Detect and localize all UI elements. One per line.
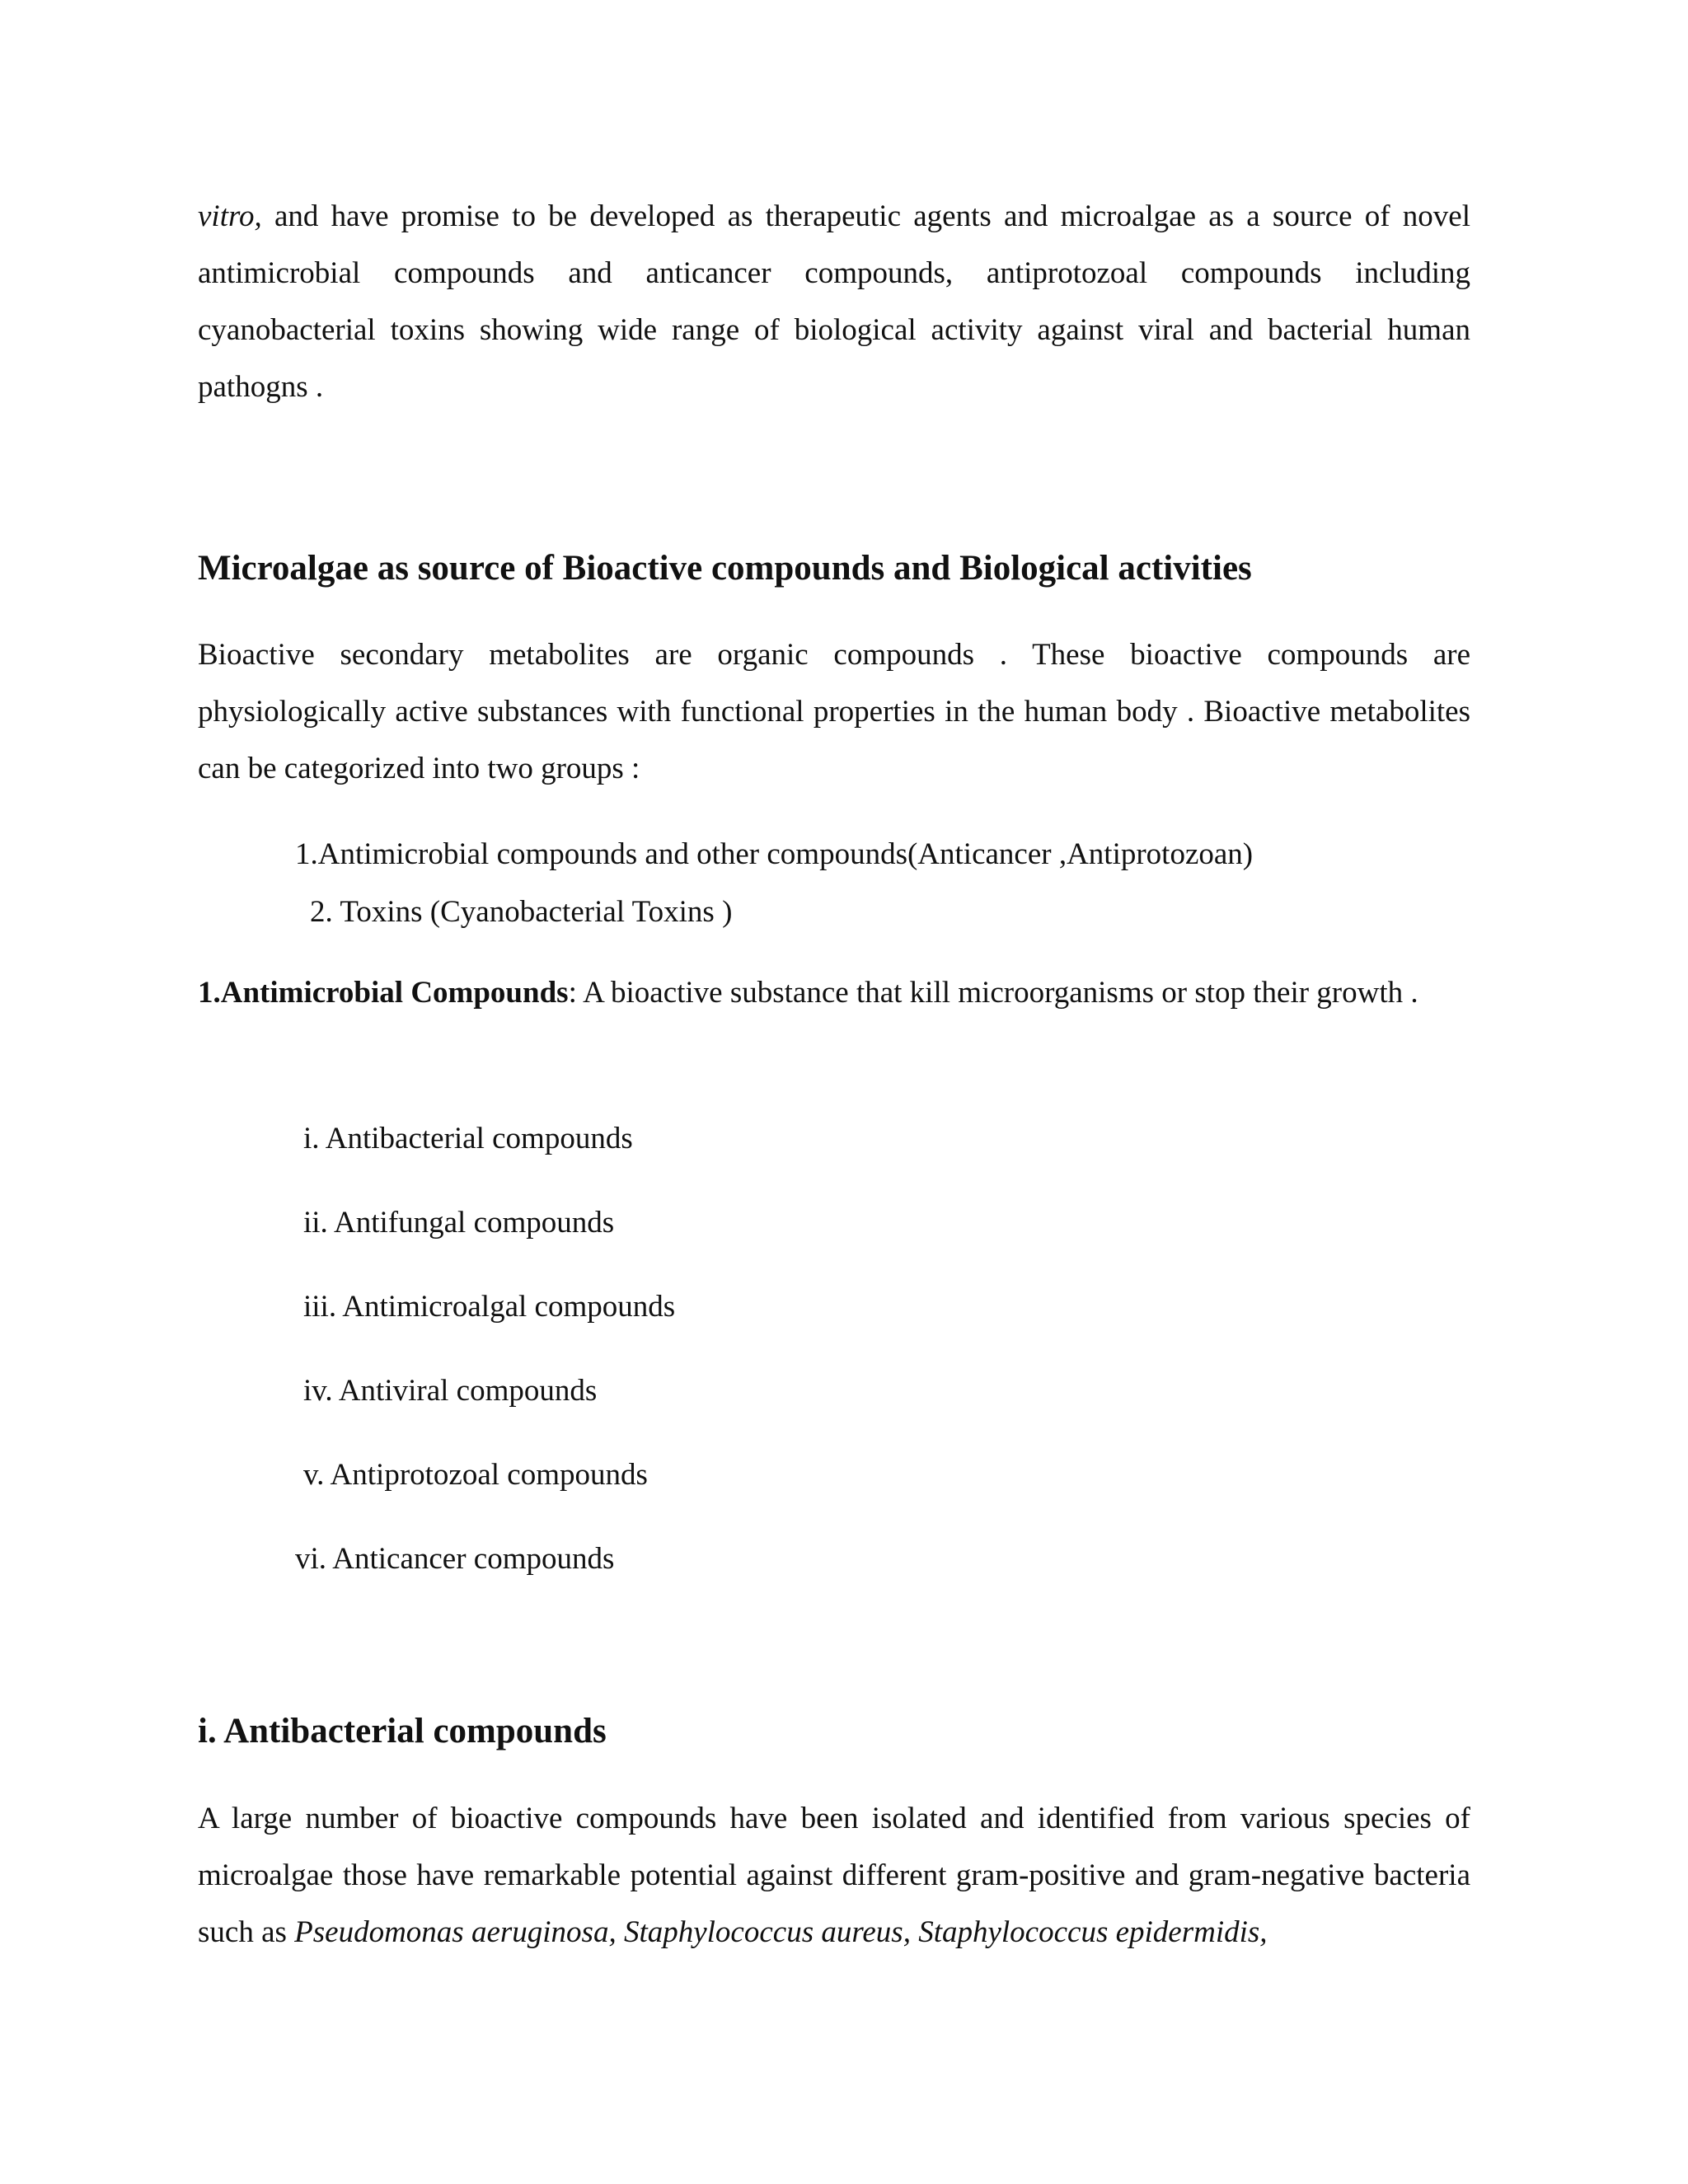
- subtype-item: v. Antiprotozoal compounds: [303, 1458, 648, 1492]
- subtype-item: vi. Anticancer compounds: [295, 1542, 615, 1576]
- intro-paragraph: [198, 188, 1470, 415]
- antimicrobial-term: 1.Antimicrobial Compounds: [198, 976, 569, 1010]
- subtype-item: iii. Antimicroalgal compounds: [303, 1290, 676, 1324]
- section-heading: Microalgae as source of Bioactive compounds and Biological activities: [198, 549, 1252, 588]
- intro-italic-lead: vitro,: [198, 199, 262, 233]
- section-paragraph: Bioactive secondary metabolites are organic compounds . These bioactive compounds are physiologically active substances with functional properties in the human body . Bioactive metabolites can be categorized into two groups :: [198, 638, 1470, 785]
- antibacterial-heading: i. Antibacterial compounds: [198, 1712, 607, 1750]
- subtype-item: ii. Antifungal compounds: [303, 1206, 615, 1240]
- group-item: 1.Antimicrobial compounds and other compounds(Anticancer ,Antiprotozoan): [295, 837, 1254, 871]
- antibacterial-species: Pseudomonas aeruginosa, Staphylococcus aureus, Staphylococcus epidermidis,: [294, 1915, 1268, 1949]
- group-item: 2. Toxins (Cyanobacterial Toxins ): [310, 895, 733, 929]
- subtype-item: iv. Antiviral compounds: [303, 1374, 598, 1408]
- antimicrobial-definition-text: : A bioactive substance that kill microorganisms or stop their growth .: [568, 976, 1418, 1010]
- antibacterial-text: A large number of bioactive compounds have been isolated and identified from various species of microalgae those have remarkable potential against different gram-positive and gram-negative bacteria such as: [198, 1802, 1470, 1949]
- antimicrobial-definition: [198, 964, 1470, 1021]
- intro-text: and have promise to be developed as therapeutic agents and microalgae as a source of novel antimicrobial compounds and anticancer compounds, antiprotozoal compounds including cyanobacterial toxins showing wide range of biological activity against viral and bacterial human pathogns .: [198, 199, 1470, 404]
- subtype-item: i. Antibacterial compounds: [303, 1122, 633, 1155]
- antibacterial-paragraph: [198, 1790, 1470, 1961]
